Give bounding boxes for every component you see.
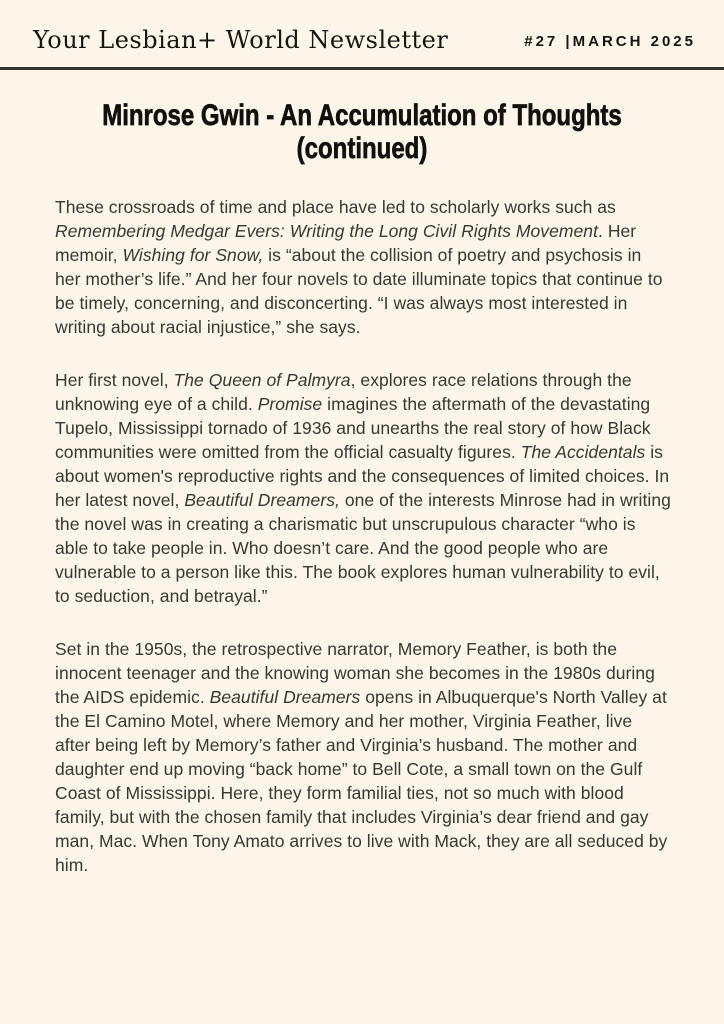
paragraph-1 — [55, 195, 671, 339]
article-title-line2: (continued) — [296, 132, 428, 165]
text-run: These crossroads of time and place have led to scholarly works such as — [55, 197, 616, 217]
book-title-italic: Remembering Medgar Evers: Writing the Long Civil Rights Movement — [55, 221, 598, 241]
header — [0, 0, 724, 54]
text-run: is “about the collision of poetry and psychosis in her mother’s life.” And her four novels to date illuminate topics that continue to be timely, concerning, and disconcerting. “I was always most interested in writing about racial injustice,” she says. — [55, 245, 663, 337]
book-title-italic: The Accidentals — [520, 442, 646, 462]
text-run: imagines the aftermath of the devastating Tupelo, Mississippi tornado of 1936 and unearths the real story of how Black communities were omitted from the official casualty figures. — [55, 394, 651, 462]
article — [0, 99, 724, 877]
article-title-line1: Minrose Gwin - An Accumulation of Thoughts — [102, 99, 622, 132]
book-title-italic: Beautiful Dreamers — [209, 687, 361, 707]
text-run: . Her memoir, — [55, 221, 637, 265]
issue-number-date: #27 |MARCH 2025 — [524, 33, 696, 50]
book-title-italic: Beautiful Dreamers, — [184, 490, 340, 510]
text-run: opens in Albuquerque's North Valley at the El Camino Motel, where Memory and her mother, Virginia Feather, live after being left by Memory’s father and Virginia’s husband. The mother and daughter end up moving “back home” to Bell Cote, a small town on the Gulf Coast of Mississippi. Here, they form familial ties, not so much with blood family, but with the chosen family that includes Virginia’s dear friend and gay man, Mac. When Tony Amato arrives to live with Mack, they are all seduced by him. — [55, 687, 668, 875]
paragraph-2 — [55, 368, 671, 608]
text-run: Set in the 1950s, the retrospective narrator, Memory Feather, is both the innocent teenager and the knowing woman she becomes in the 1980s during the AIDS epidemic. — [55, 639, 655, 707]
newsletter-masthead: Your Lesbian+ World Newsletter — [33, 26, 449, 54]
book-title-italic: The Queen of Palmyra — [173, 370, 351, 390]
header-divider — [0, 67, 724, 70]
text-run: is about women's reproductive rights and the consequences of limited choices. In her latest novel, — [55, 442, 670, 510]
book-title-italic: Promise — [257, 394, 323, 414]
text-run: one of the interests Minrose had in writing the novel was in creating a charismatic but unscrupulous character “who is able to take people in. Who doesn’t care. And the good people who are vulnerable to a person like this. The book explores human vulnerability to evil, to seduction, and betrayal.” — [55, 490, 671, 606]
paragraph-3 — [55, 637, 671, 877]
text-run: , explores race relations through the unknowing eye of a child. — [55, 370, 632, 414]
article-body — [0, 195, 724, 877]
article-title — [72, 99, 651, 165]
book-title-italic: Wishing for Snow, — [122, 245, 264, 265]
text-run: Her first novel, — [55, 370, 174, 390]
